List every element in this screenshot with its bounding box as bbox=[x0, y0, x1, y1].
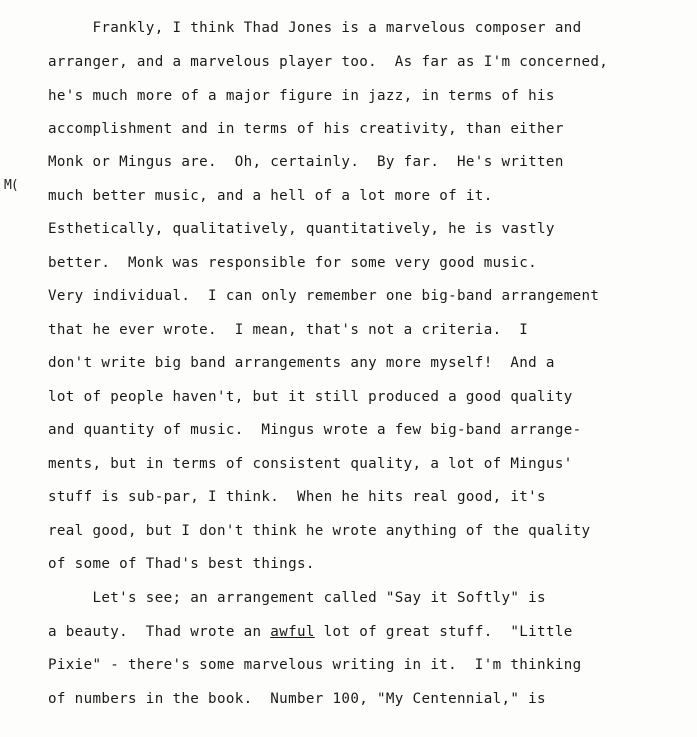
text-line: accomplishment and in terms of his creativity, than either bbox=[48, 121, 564, 137]
text-line bbox=[48, 623, 573, 641]
text-line: much better music, and a hell of a lot more of it. bbox=[48, 188, 493, 204]
text-line: and quantity of music. Mingus wrote a few big-band arrange- bbox=[48, 422, 582, 438]
text-segment: a beauty. Thad wrote an bbox=[48, 624, 271, 640]
text-line: Esthetically, qualitatively, quantitatively, he is vastly bbox=[48, 221, 555, 237]
text-line: Very individual. I can only remember one big-band arrangement bbox=[48, 288, 600, 304]
text-line: stuff is sub-par, I think. When he hits real good, it's bbox=[48, 489, 546, 505]
text-segment: lot of great stuff. "Little bbox=[314, 624, 573, 640]
underlined-word: awful bbox=[270, 624, 315, 640]
text-line: Let's see; an arrangement called "Say it Softly" is bbox=[48, 590, 546, 606]
text-line: of numbers in the book. Number 100, "My Centennial," is bbox=[48, 691, 546, 707]
text-line: lot of people haven't, but it still produced a good quality bbox=[48, 389, 573, 405]
text-line: arranger, and a marvelous player too. As far as I'm concerned, bbox=[48, 54, 609, 70]
text-line: Pixie" - there's some marvelous writing in it. I'm thinking bbox=[48, 657, 582, 673]
text-line: of some of Thad's best things. bbox=[48, 556, 315, 572]
text-line: real good, but I don't think he wrote anything of the quality bbox=[48, 523, 591, 539]
text-line: he's much more of a major figure in jazz, in terms of his bbox=[48, 88, 555, 104]
text-line: that he ever wrote. I mean, that's not a criteria. I bbox=[48, 322, 529, 338]
text-line: ments, but in terms of consistent quality, a lot of Mingus' bbox=[48, 456, 573, 472]
text-line: Monk or Mingus are. Oh, certainly. By far. He's written bbox=[48, 154, 564, 170]
text-line: Frankly, I think Thad Jones is a marvelous composer and bbox=[48, 20, 582, 36]
margin-note: M( bbox=[4, 178, 18, 193]
text-line: don't write big band arrangements any more myself! And a bbox=[48, 355, 555, 371]
text-line: better. Monk was responsible for some very good music. bbox=[48, 255, 538, 271]
